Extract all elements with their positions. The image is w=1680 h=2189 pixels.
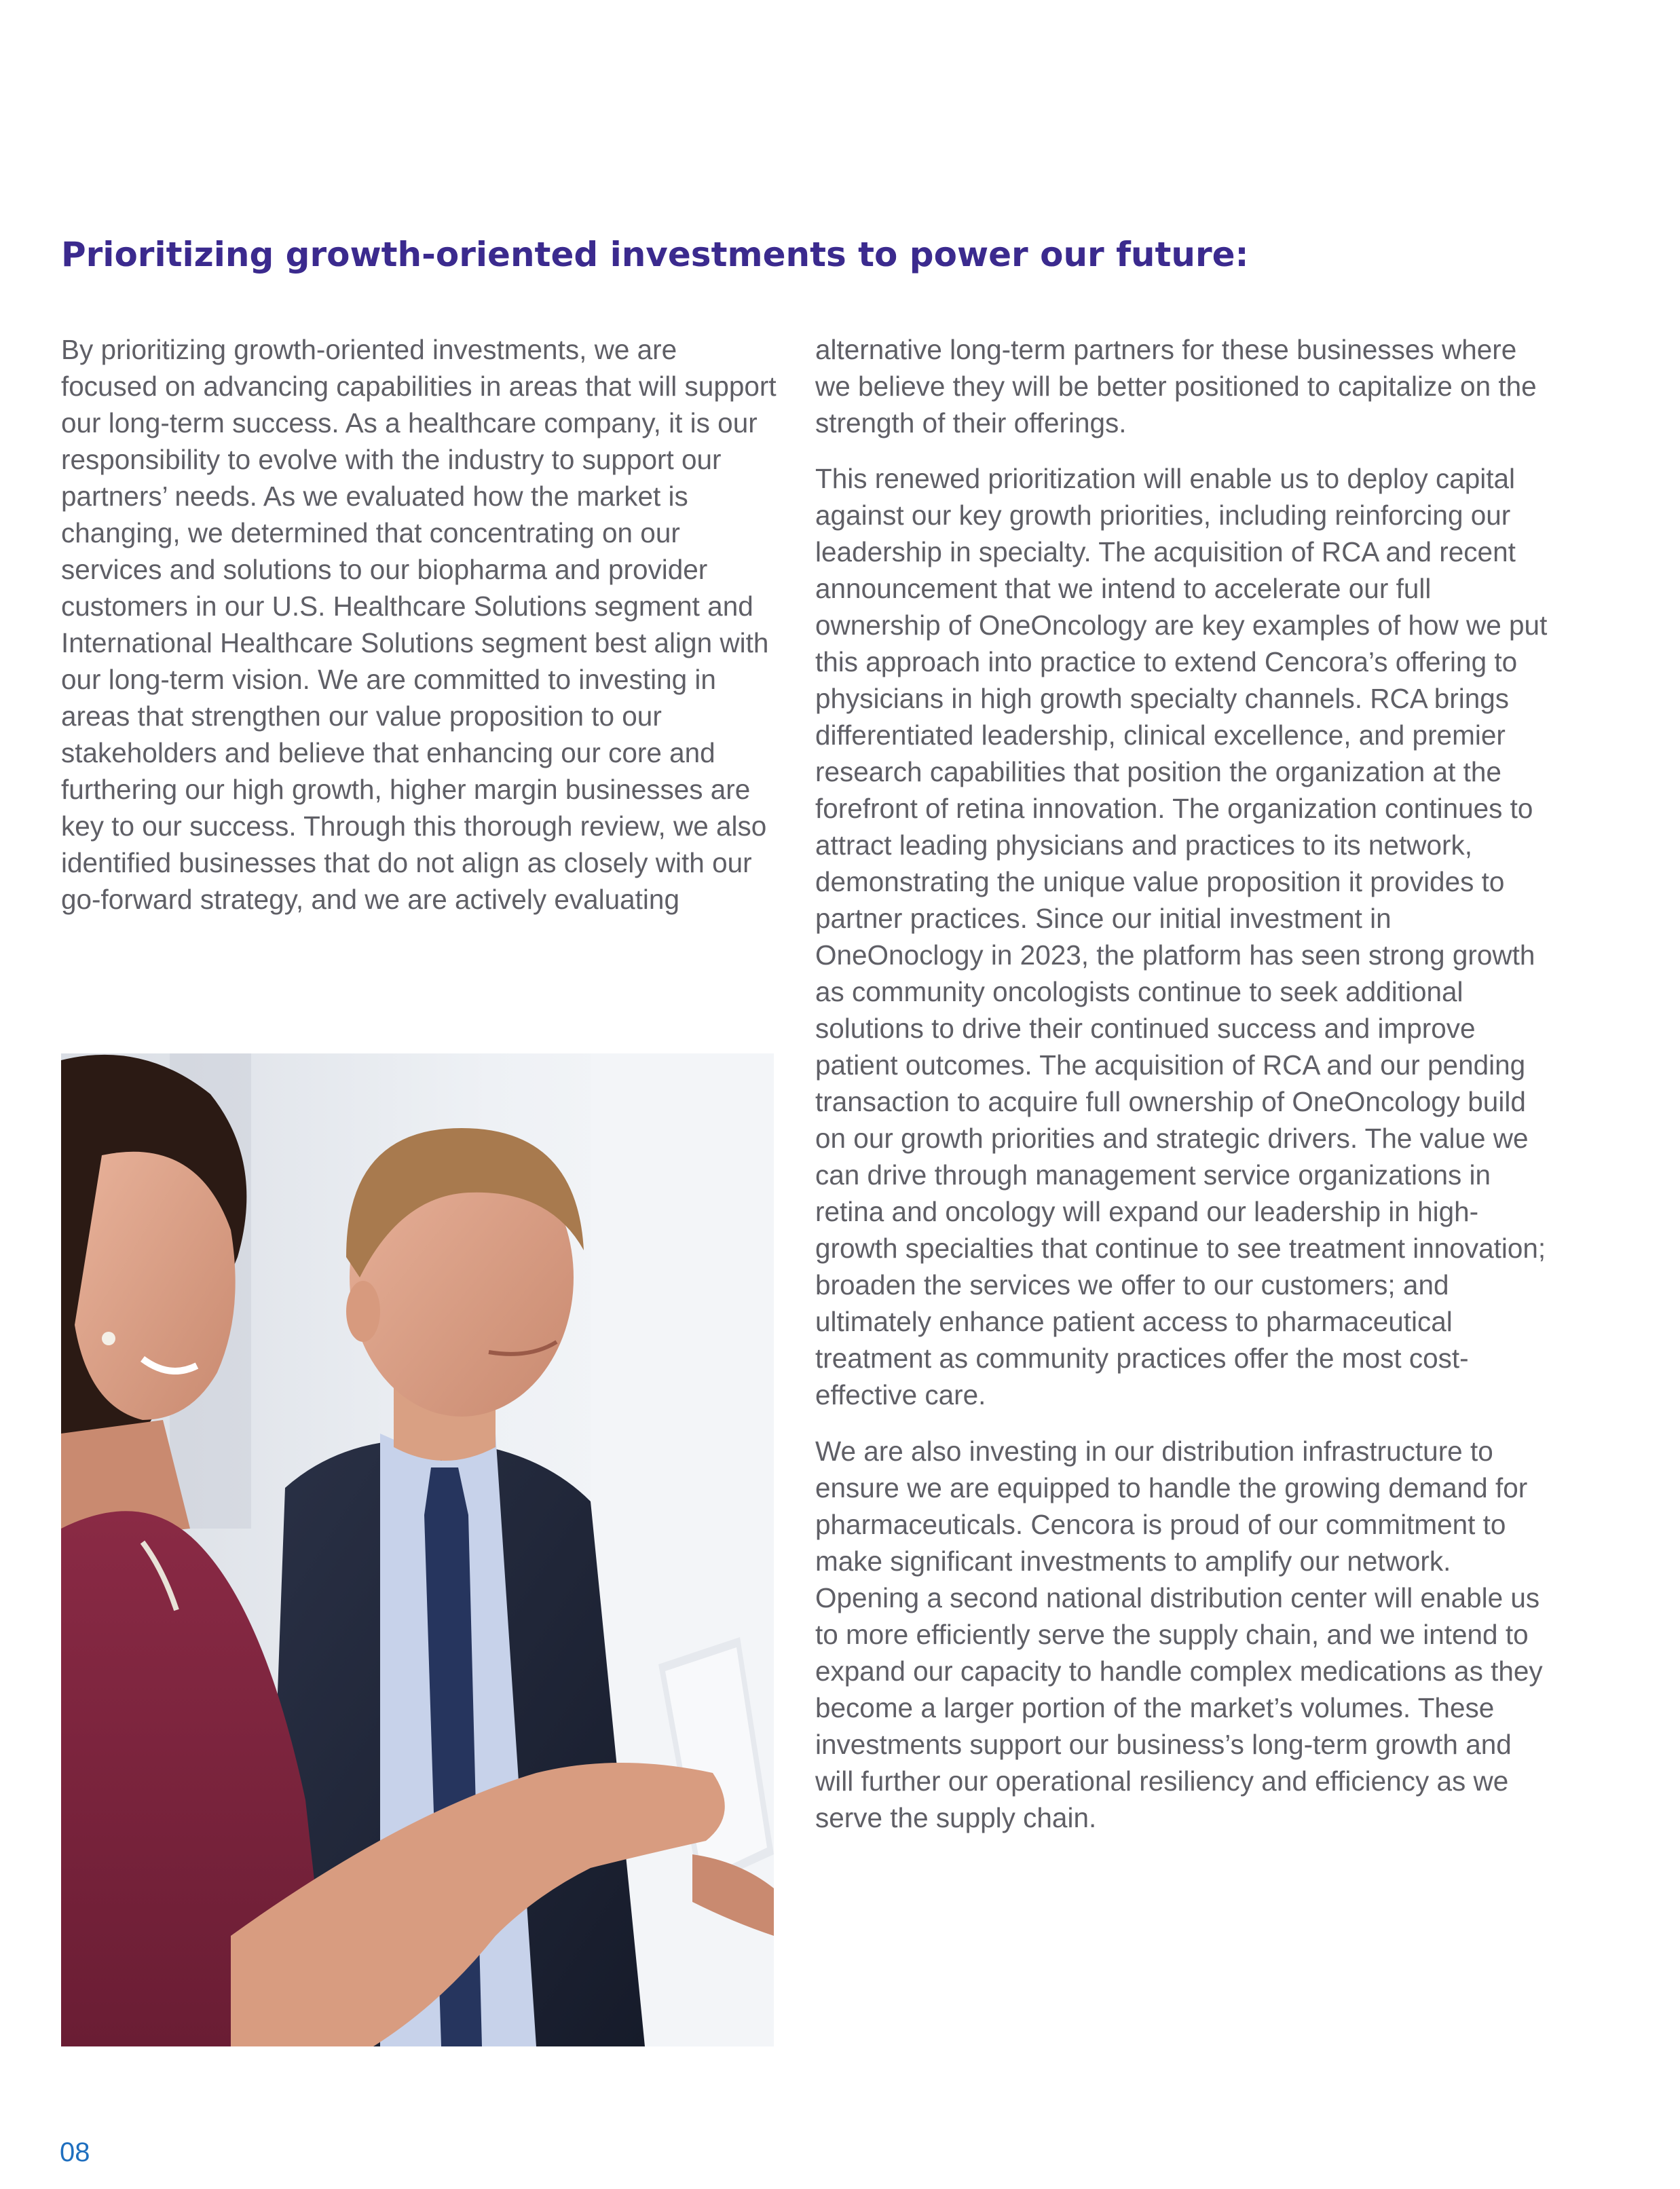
right-text-column	[815, 331, 1548, 1856]
body-paragraph: This renewed prioritization will enable us to deploy capital against our key growth priorities, including reinforcing our leadership in specialty. The acquisition of RCA and recent announcement that we intend to accelerate our full ownership of OneOncology are key examples of how we put this approach into practice to extend Cencora’s offering to physicians in high growth specialty channels. RCA brings differentiated leadership, clinical excellence, and premier research capabilities that position the organization at the forefront of retina innovation. The organization continues to attract leading physicians and practices to its network, demonstrating the unique value proposition it provides to partner practices. Since our initial investment in OneOnoclogy in 2023, the platform has seen strong growth as community oncologists continue to seek additional solutions to drive their continued success and improve patient outcomes. The acquisition of RCA and our pending transaction to acquire full ownership of OneOncology build on our growth priorities and strategic drivers. The value we can drive through management service organizations in retina and oncology will expand our leadership in high-growth specialties that continue to see treatment innovation; broaden the services we offer to our customers; and ultimately enhance patient access to pharmaceutical treatment as community practices offer the most cost-effective care.	[815, 463, 1548, 1410]
photo-illustration	[61, 1053, 774, 2046]
section-heading: Prioritizing growth-oriented investments to power our future:	[61, 235, 1249, 274]
page-number: 08	[60, 2137, 90, 2167]
body-paragraph: alternative long-term partners for these businesses where we believe they will be better positioned to capitalize on the strength of their offerings.	[815, 334, 1537, 438]
body-paragraph: We are also investing in our distribution infrastructure to ensure we are equipped to handle the growing demand for pharmaceuticals. Cencora is proud of our commitment to make significant investments to amplify our network. Opening a second national distribution center will enable us to more efficiently serve the supply chain, and we intend to expand our capacity to handle complex medications as they become a larger portion of the market’s volumes. These investments support our business’s long-term growth and will further our operational resiliency and efficiency as we serve the supply chain.	[815, 1436, 1543, 1833]
business-people-photo	[61, 1053, 774, 2046]
body-paragraph: By prioritizing growth-oriented investments, we are focused on advancing capabilities in areas that will support our long-term success. As a healthcare company, it is our responsibility to evolve with the industry to support our partners’ needs. As we evaluated how the market is changing, we determined that concentrating on our services and solutions to our biopharma and provider customers in our U.S. Healthcare Solutions segment and International Healthcare Solutions segment best align with our long-term vision. We are committed to investing in areas that strengthen our value proposition to our stakeholders and believe that enhancing our core and furthering our high growth, higher margin businesses are key to our success. Through this thorough review, we also identified businesses that do not align as closely with our go-forward strategy, and we are actively evaluating	[61, 334, 777, 915]
left-text-column	[61, 331, 781, 937]
